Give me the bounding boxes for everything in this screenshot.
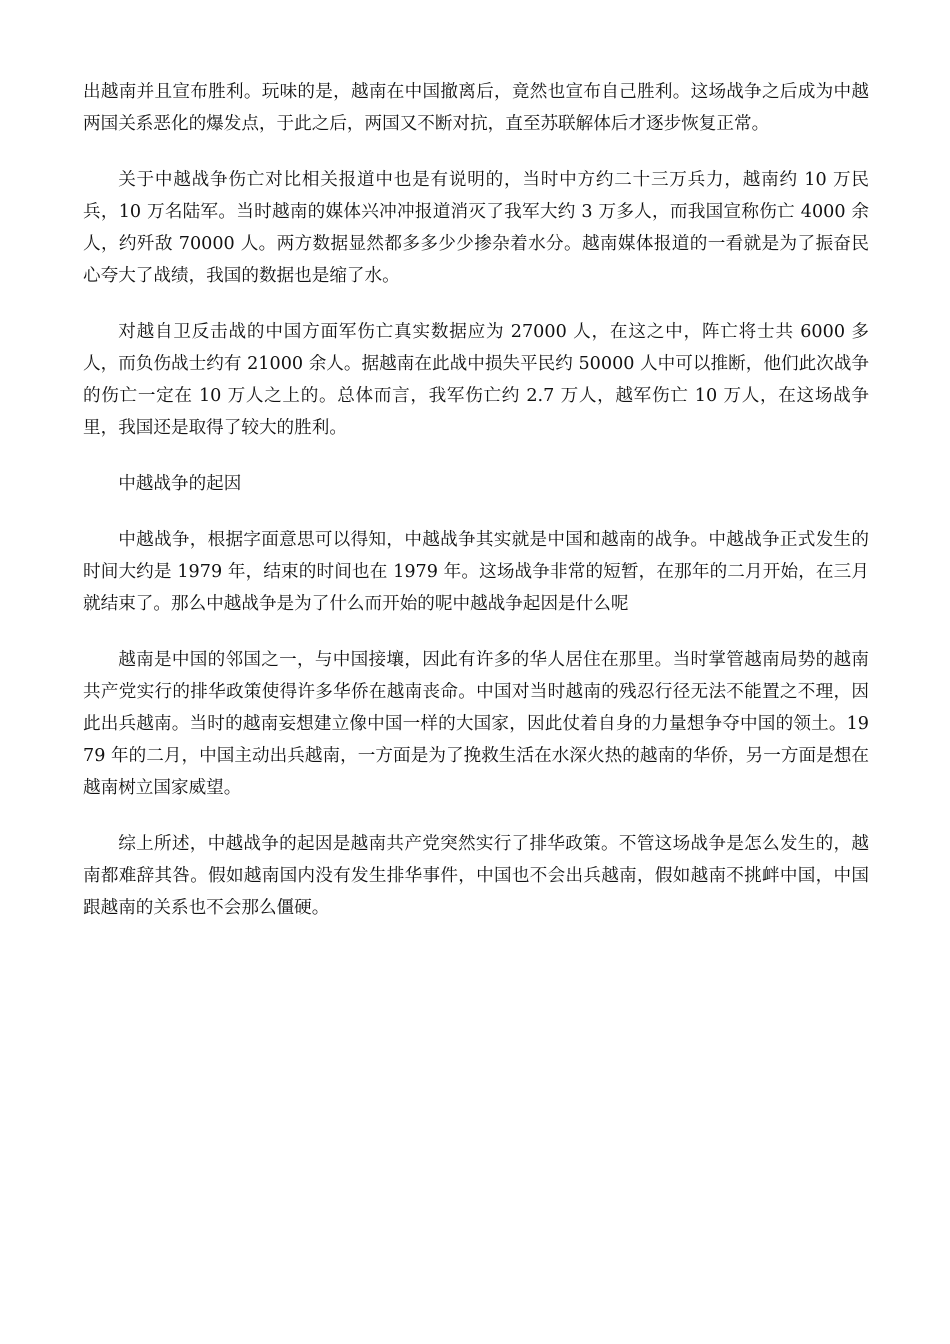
paragraph-war-background: 越南是中国的邻国之一，与中国接壤，因此有许多的华人居住在那里。当时掌管越南局势的越南共产党实行的排华政策使得许多华侨在越南丧命。中国对当时越南的残忍行径无法不能置之不理，因此出兵越南。当时的越南妄想建立像中国一样的大国家，因此仗着自身的力量想争夺中国的领土。1979 年的二月，中国主动出兵越南，一方面是为了挽救生活在水深火热的越南的华侨，另一方面是想在越南树立国家威望。 [83, 650, 869, 798]
section-heading: 中越战争的起因 [118, 474, 242, 494]
paragraph-war-outcome: 出越南并且宣布胜利。玩味的是，越南在中国撤离后，竟然也宣布自己胜利。这场战争之后成为中越两国关系恶化的爆发点，于此之后，两国又不断对抗，直至苏联解体后才逐步恢复正常。 [83, 82, 869, 134]
paragraph-war-definition: 中越战争，根据字面意思可以得知，中越战争其实就是中国和越南的战争。中越战争正式发生的时间大约是 1979 年，结束的时间也在 1979 年。这场战争非常的短暂，在那年的二月开始，在三月就结束了。那么中越战争是为了什么而开始的呢中越战争起因是什么呢 [83, 530, 869, 614]
document-page [83, 76, 869, 948]
paragraph-conclusion: 综上所述，中越战争的起因是越南共产党突然实行了排华政策。不管这场战争是怎么发生的，越南都难辞其咎。假如越南国内没有发生排华事件，中国也不会出兵越南，假如越南不挑衅中国，中国跟越南的关系也不会那么僵硬。 [83, 834, 869, 918]
paragraph-casualty-reports: 关于中越战争伤亡对比相关报道中也是有说明的，当时中方约二十三万兵力，越南约 10 万民兵，10 万名陆军。当时越南的媒体兴冲冲报道消灭了我军大约 3 万多人，而我国宣称伤亡 4000 余人，约歼敌 70000 人。两方数据显然都多多少少掺杂着水分。越南媒体报道的一看就是为了振奋民心夸大了战绩，我国的数据也是缩了水。 [83, 170, 869, 286]
paragraph-true-casualties: 对越自卫反击战的中国方面军伤亡真实数据应为 27000 人，在这之中，阵亡将士共 6000 多人，而负伤战士约有 21000 余人。据越南在此战中损失平民约 50000 人中可以推断，他们此次战争的伤亡一定在 10 万人之上的。总体而言，我军伤亡约 2.7 万人，越军伤亡 10 万人，在这场战争里，我国还是取得了较大的胜利。 [83, 322, 869, 438]
